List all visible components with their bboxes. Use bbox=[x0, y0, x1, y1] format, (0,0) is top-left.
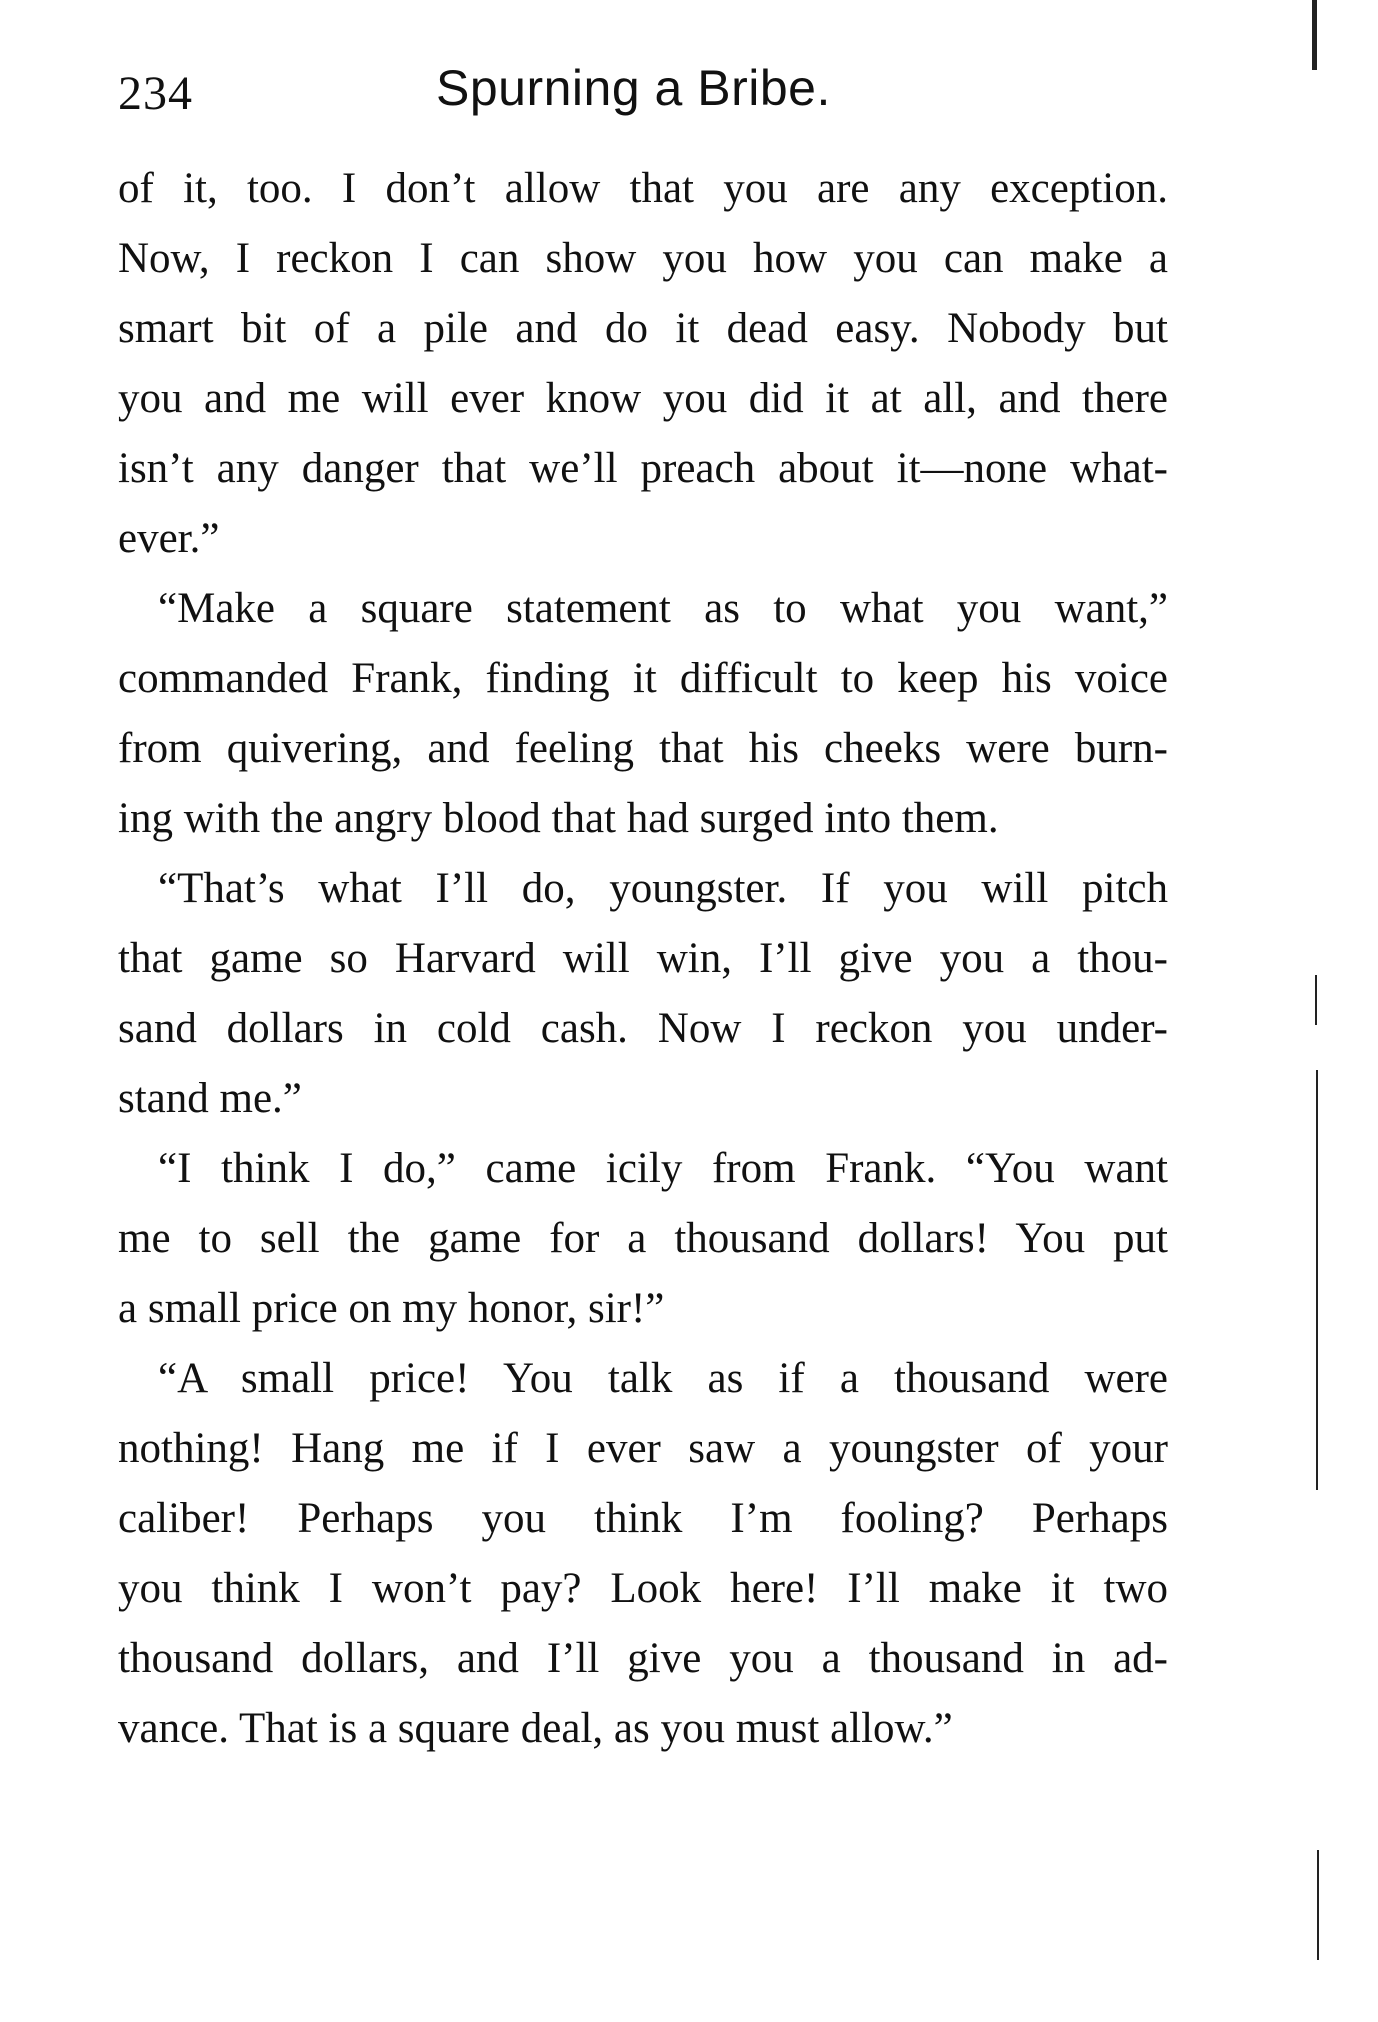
text-line: stand me.” bbox=[118, 1075, 302, 1122]
text-line: you think I won’t pay? Look here! I’ll make it two bbox=[118, 1565, 1168, 1612]
text-line: caliber! Perhaps you think I’m fooling? Perhaps bbox=[118, 1495, 1168, 1542]
scan-edge-mark bbox=[1316, 1070, 1318, 1490]
body-text bbox=[118, 154, 1168, 1764]
page-header bbox=[118, 58, 1178, 128]
text-line: commanded Frank, finding it difficult to keep his voice bbox=[118, 655, 1168, 702]
scan-edge-mark bbox=[1317, 1850, 1319, 1960]
text-line: thousand dollars, and I’ll give you a thousand in ad- bbox=[118, 1635, 1168, 1682]
text-line: a small price on my honor, sir!” bbox=[118, 1285, 665, 1332]
text-line: me to sell the game for a thousand dollars! You put bbox=[118, 1215, 1168, 1262]
paragraph-first-line: “That’s what I’ll do, youngster. If you will pitch bbox=[158, 865, 1168, 912]
page-number: 234 bbox=[118, 67, 193, 120]
text-line: you and me will ever know you did it at all, and there bbox=[118, 375, 1168, 422]
text-line: smart bit of a pile and do it dead easy. Nobody but bbox=[118, 305, 1168, 352]
text-line: ing with the angry blood that had surged into them. bbox=[118, 795, 999, 842]
paragraph-first-line: “A small price! You talk as if a thousand were bbox=[158, 1355, 1168, 1402]
scan-edge-mark bbox=[1315, 975, 1317, 1025]
paragraph-first-line: “I think I do,” came icily from Frank. “You want bbox=[158, 1145, 1168, 1192]
text-line: sand dollars in cold cash. Now I reckon you under- bbox=[118, 1005, 1168, 1052]
text-line: that game so Harvard will win, I’ll give you a thou- bbox=[118, 935, 1168, 982]
text-line: vance. That is a square deal, as you must allow.” bbox=[118, 1705, 953, 1752]
text-line: nothing! Hang me if I ever saw a youngster of your bbox=[118, 1425, 1168, 1472]
text-line: ever.” bbox=[118, 515, 220, 562]
paragraph-first-line: “Make a square statement as to what you want,” bbox=[158, 585, 1168, 632]
text-line: isn’t any danger that we’ll preach about it—none what- bbox=[118, 445, 1168, 492]
running-title: Spurning a Bribe. bbox=[436, 60, 831, 116]
text-line: of it, too. I don’t allow that you are any exception. bbox=[118, 165, 1168, 212]
scan-edge-mark bbox=[1312, 0, 1317, 70]
text-line: Now, I reckon I can show you how you can make a bbox=[118, 235, 1168, 282]
text-line: from quivering, and feeling that his cheeks were burn- bbox=[118, 725, 1168, 772]
